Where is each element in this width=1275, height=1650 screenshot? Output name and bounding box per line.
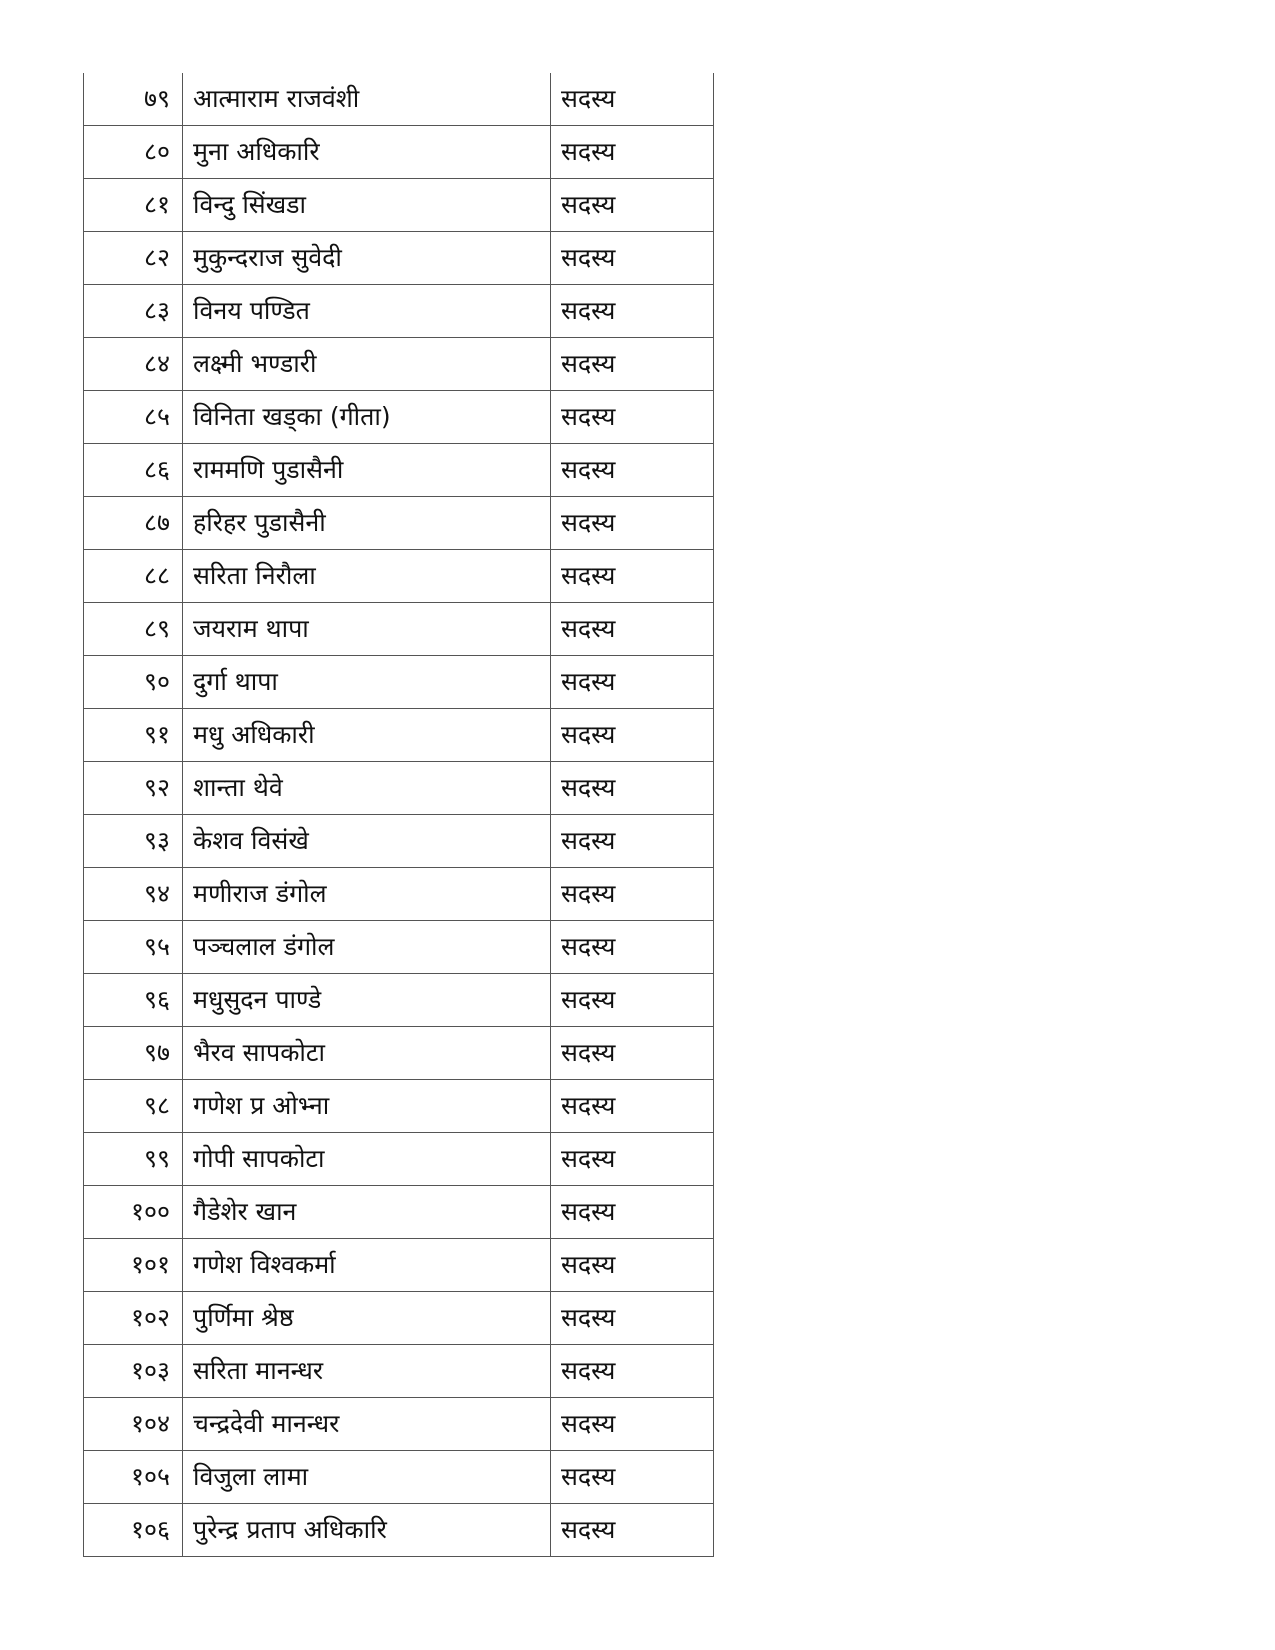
serial-number: ९३ (84, 815, 183, 868)
table-row (84, 179, 714, 232)
member-table (83, 73, 714, 1557)
member-role: सदस्य (551, 1239, 714, 1292)
member-name: दुर्गा थापा (183, 656, 551, 709)
member-name: आत्माराम राजवंशी (183, 73, 551, 126)
member-role: सदस्य (551, 73, 714, 126)
table-row (84, 338, 714, 391)
table-row (84, 497, 714, 550)
member-role: सदस्य (551, 1345, 714, 1398)
serial-number: १०३ (84, 1345, 183, 1398)
serial-number: ८७ (84, 497, 183, 550)
member-name: मुकुन्दराज सुवेदी (183, 232, 551, 285)
member-name: राममणि पुडासैनी (183, 444, 551, 497)
serial-number: ८३ (84, 285, 183, 338)
member-role: सदस्य (551, 709, 714, 762)
serial-number: ८४ (84, 338, 183, 391)
member-name: पुरेन्द्र प्रताप अधिकारि (183, 1504, 551, 1557)
serial-number: ९६ (84, 974, 183, 1027)
member-name: सरिता निरौला (183, 550, 551, 603)
table-row (84, 550, 714, 603)
serial-number: ९१ (84, 709, 183, 762)
member-role: सदस्य (551, 444, 714, 497)
table-row (84, 1080, 714, 1133)
member-role: सदस्य (551, 868, 714, 921)
member-name: भैरव सापकोटा (183, 1027, 551, 1080)
table-row (84, 285, 714, 338)
member-name: जयराम थापा (183, 603, 551, 656)
member-role: सदस्य (551, 656, 714, 709)
serial-number: ८१ (84, 179, 183, 232)
member-role: सदस्य (551, 1133, 714, 1186)
table-row (84, 1239, 714, 1292)
table-row (84, 815, 714, 868)
member-role: सदस्य (551, 1451, 714, 1504)
table-row (84, 762, 714, 815)
serial-number: ९९ (84, 1133, 183, 1186)
member-name: विनय पण्डित (183, 285, 551, 338)
table-row (84, 1398, 714, 1451)
table-row (84, 1451, 714, 1504)
member-name: पञ्चलाल डंगोल (183, 921, 551, 974)
member-role: सदस्य (551, 762, 714, 815)
member-role: सदस्य (551, 179, 714, 232)
member-name: मणीराज डंगोल (183, 868, 551, 921)
table-row (84, 656, 714, 709)
serial-number: ८५ (84, 391, 183, 444)
member-role: सदस्य (551, 497, 714, 550)
member-name: विजुला लामा (183, 1451, 551, 1504)
serial-number: ८८ (84, 550, 183, 603)
member-name: लक्ष्मी भण्डारी (183, 338, 551, 391)
table-row (84, 603, 714, 656)
member-name: मुना अधिकारि (183, 126, 551, 179)
table-row (84, 1027, 714, 1080)
member-role: सदस्य (551, 921, 714, 974)
serial-number: १०५ (84, 1451, 183, 1504)
member-role: सदस्य (551, 1027, 714, 1080)
table-row (84, 868, 714, 921)
table-row (84, 974, 714, 1027)
table-row (84, 232, 714, 285)
serial-number: १०० (84, 1186, 183, 1239)
serial-number: १०४ (84, 1398, 183, 1451)
serial-number: ९५ (84, 921, 183, 974)
table-row (84, 1345, 714, 1398)
serial-number: १०२ (84, 1292, 183, 1345)
member-name: विनिता खड्का (गीता) (183, 391, 551, 444)
table-row (84, 391, 714, 444)
serial-number: ८९ (84, 603, 183, 656)
member-role: सदस्य (551, 1398, 714, 1451)
member-role: सदस्य (551, 1080, 714, 1133)
member-name: चन्द्रदेवी मानन्धर (183, 1398, 551, 1451)
member-role: सदस्य (551, 1186, 714, 1239)
serial-number: ७९ (84, 73, 183, 126)
table-row (84, 921, 714, 974)
member-name: पुर्णिमा श्रेष्ठ (183, 1292, 551, 1345)
table-row (84, 1186, 714, 1239)
table-row (84, 444, 714, 497)
member-name: हरिहर पुडासैनी (183, 497, 551, 550)
member-role: सदस्य (551, 974, 714, 1027)
serial-number: ९८ (84, 1080, 183, 1133)
member-name: गैडेशेर खान (183, 1186, 551, 1239)
member-role: सदस्य (551, 1504, 714, 1557)
table-row (84, 1133, 714, 1186)
member-role: सदस्य (551, 391, 714, 444)
member-name: मधुसुदन पाण्डे (183, 974, 551, 1027)
member-role: सदस्य (551, 285, 714, 338)
member-name: मधु अधिकारी (183, 709, 551, 762)
serial-number: ९२ (84, 762, 183, 815)
table-row (84, 709, 714, 762)
member-role: सदस्य (551, 815, 714, 868)
serial-number: ८२ (84, 232, 183, 285)
member-role: सदस्य (551, 232, 714, 285)
member-name: सरिता मानन्धर (183, 1345, 551, 1398)
table-row (84, 1292, 714, 1345)
serial-number: ९७ (84, 1027, 183, 1080)
member-role: सदस्य (551, 550, 714, 603)
serial-number: ८६ (84, 444, 183, 497)
member-name: विन्दु सिंखडा (183, 179, 551, 232)
member-name: केशव विसंखे (183, 815, 551, 868)
member-role: सदस्य (551, 603, 714, 656)
table-row (84, 1504, 714, 1557)
member-role: सदस्य (551, 126, 714, 179)
serial-number: ९४ (84, 868, 183, 921)
serial-number: १०६ (84, 1504, 183, 1557)
table-row (84, 126, 714, 179)
member-rows (84, 73, 714, 1557)
member-name: गणेश विश्वकर्मा (183, 1239, 551, 1292)
serial-number: ९० (84, 656, 183, 709)
serial-number: १०१ (84, 1239, 183, 1292)
table-row (84, 73, 714, 126)
serial-number: ८० (84, 126, 183, 179)
member-name: शान्ता थेवे (183, 762, 551, 815)
member-name: गणेश प्र ओभ्ना (183, 1080, 551, 1133)
member-name: गोपी सापकोटा (183, 1133, 551, 1186)
member-role: सदस्य (551, 1292, 714, 1345)
member-role: सदस्य (551, 338, 714, 391)
